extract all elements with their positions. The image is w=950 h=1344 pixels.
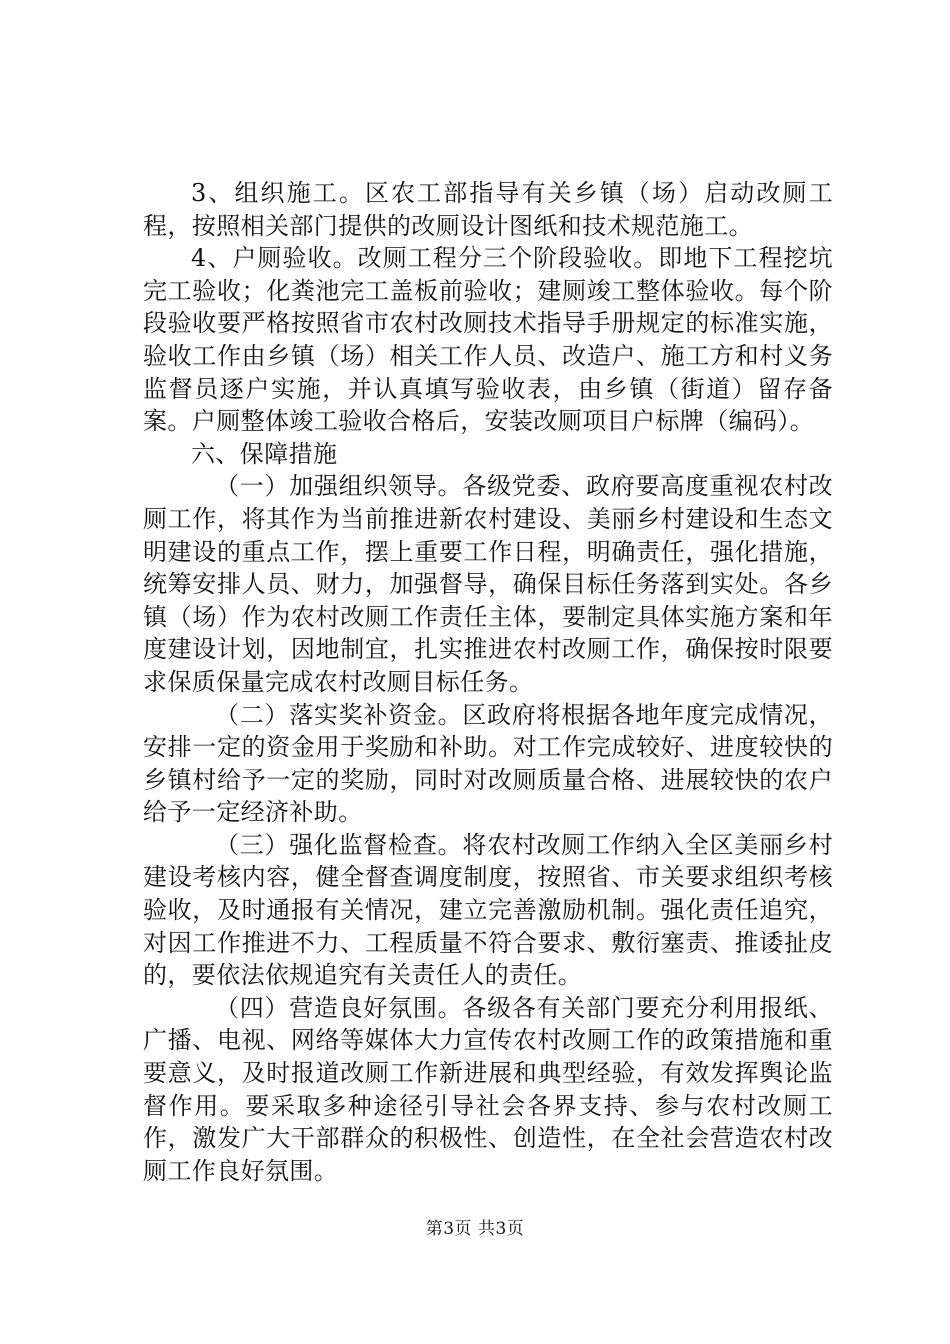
paragraph-supervision: （三）强化监督检查。将农村改厕工作纳入全区美丽乡村建设考核内容，健全督查调度制度，按照省、市关要求组织考核验收，及时通报有关情况，建立完善激励机制。强化责任追究，对因工作推进不力、工程质量不符合要求、敷衍塞责、推诿扯皮的，要依法依规追究有关责任人的责任。: [143, 830, 833, 990]
page-number: 第3页 共3页: [425, 1219, 525, 1239]
paragraph-acceptance: 4、户厕验收。改厕工程分三个阶段验收。即地下工程挖坑完工验收；化粪池完工盖板前验收；建厕竣工整体验收。每个阶段验收要严格按照省市农村改厕技术指导手册规定的标准实施，验收工作由乡镇（场）相关工作人员、改造户、施工方和村义务监督员逐户实施，并认真填写验收表，由乡镇（街道）留存备案。户厕整体竣工验收合格后，安装改厕项目户标牌（编码）。: [143, 244, 833, 436]
paragraph-atmosphere: （四）营造良好氛围。各级各有关部门要充分利用报纸、广播、电视、网络等媒体大力宣传农村改厕工作的政策措施和重要意义，及时报道改厕工作新进展和典型经验，有效发挥舆论监督作用。要采取多种途径引导社会各界支持、参与农村改厕工作，激发广大干部群众的积极性、创造性，在全社会营造农村改厕工作良好氛围。: [143, 993, 833, 1185]
paragraph-leadership: （一）加强组织领导。各级党委、政府要高度重视农村改厕工作，将其作为当前推进新农村建设、美丽乡村建设和生态文明建设的重点工作，摆上重要工作日程，明确责任，强化措施，统筹安排人员、财力，加强督导，确保目标任务落到实处。各乡镇（场）作为农村改厕工作责任主体，要制定具体实施方案和年度建设计划，因地制宜，扎实推进农村改厕工作，确保按时限要求保质保量完成农村改厕目标任务。: [143, 472, 833, 696]
document-body: [143, 177, 833, 1187]
paragraph-funding: （二）落实奖补资金。区政府将根据各地年度完成情况，安排一定的资金用于奖励和补助。对工作完成较好、进度较快的乡镇村给予一定的奖励，同时对改厕质量合格、进展较快的农户给予一定经济补助。: [143, 700, 833, 827]
paragraph-construction: 3、组织施工。区农工部指导有关乡镇（场）启动改厕工程，按照相关部门提供的改厕设计图纸和技术规范施工。: [143, 179, 833, 240]
section-heading-safeguards: 六、保障措施: [191, 439, 338, 468]
